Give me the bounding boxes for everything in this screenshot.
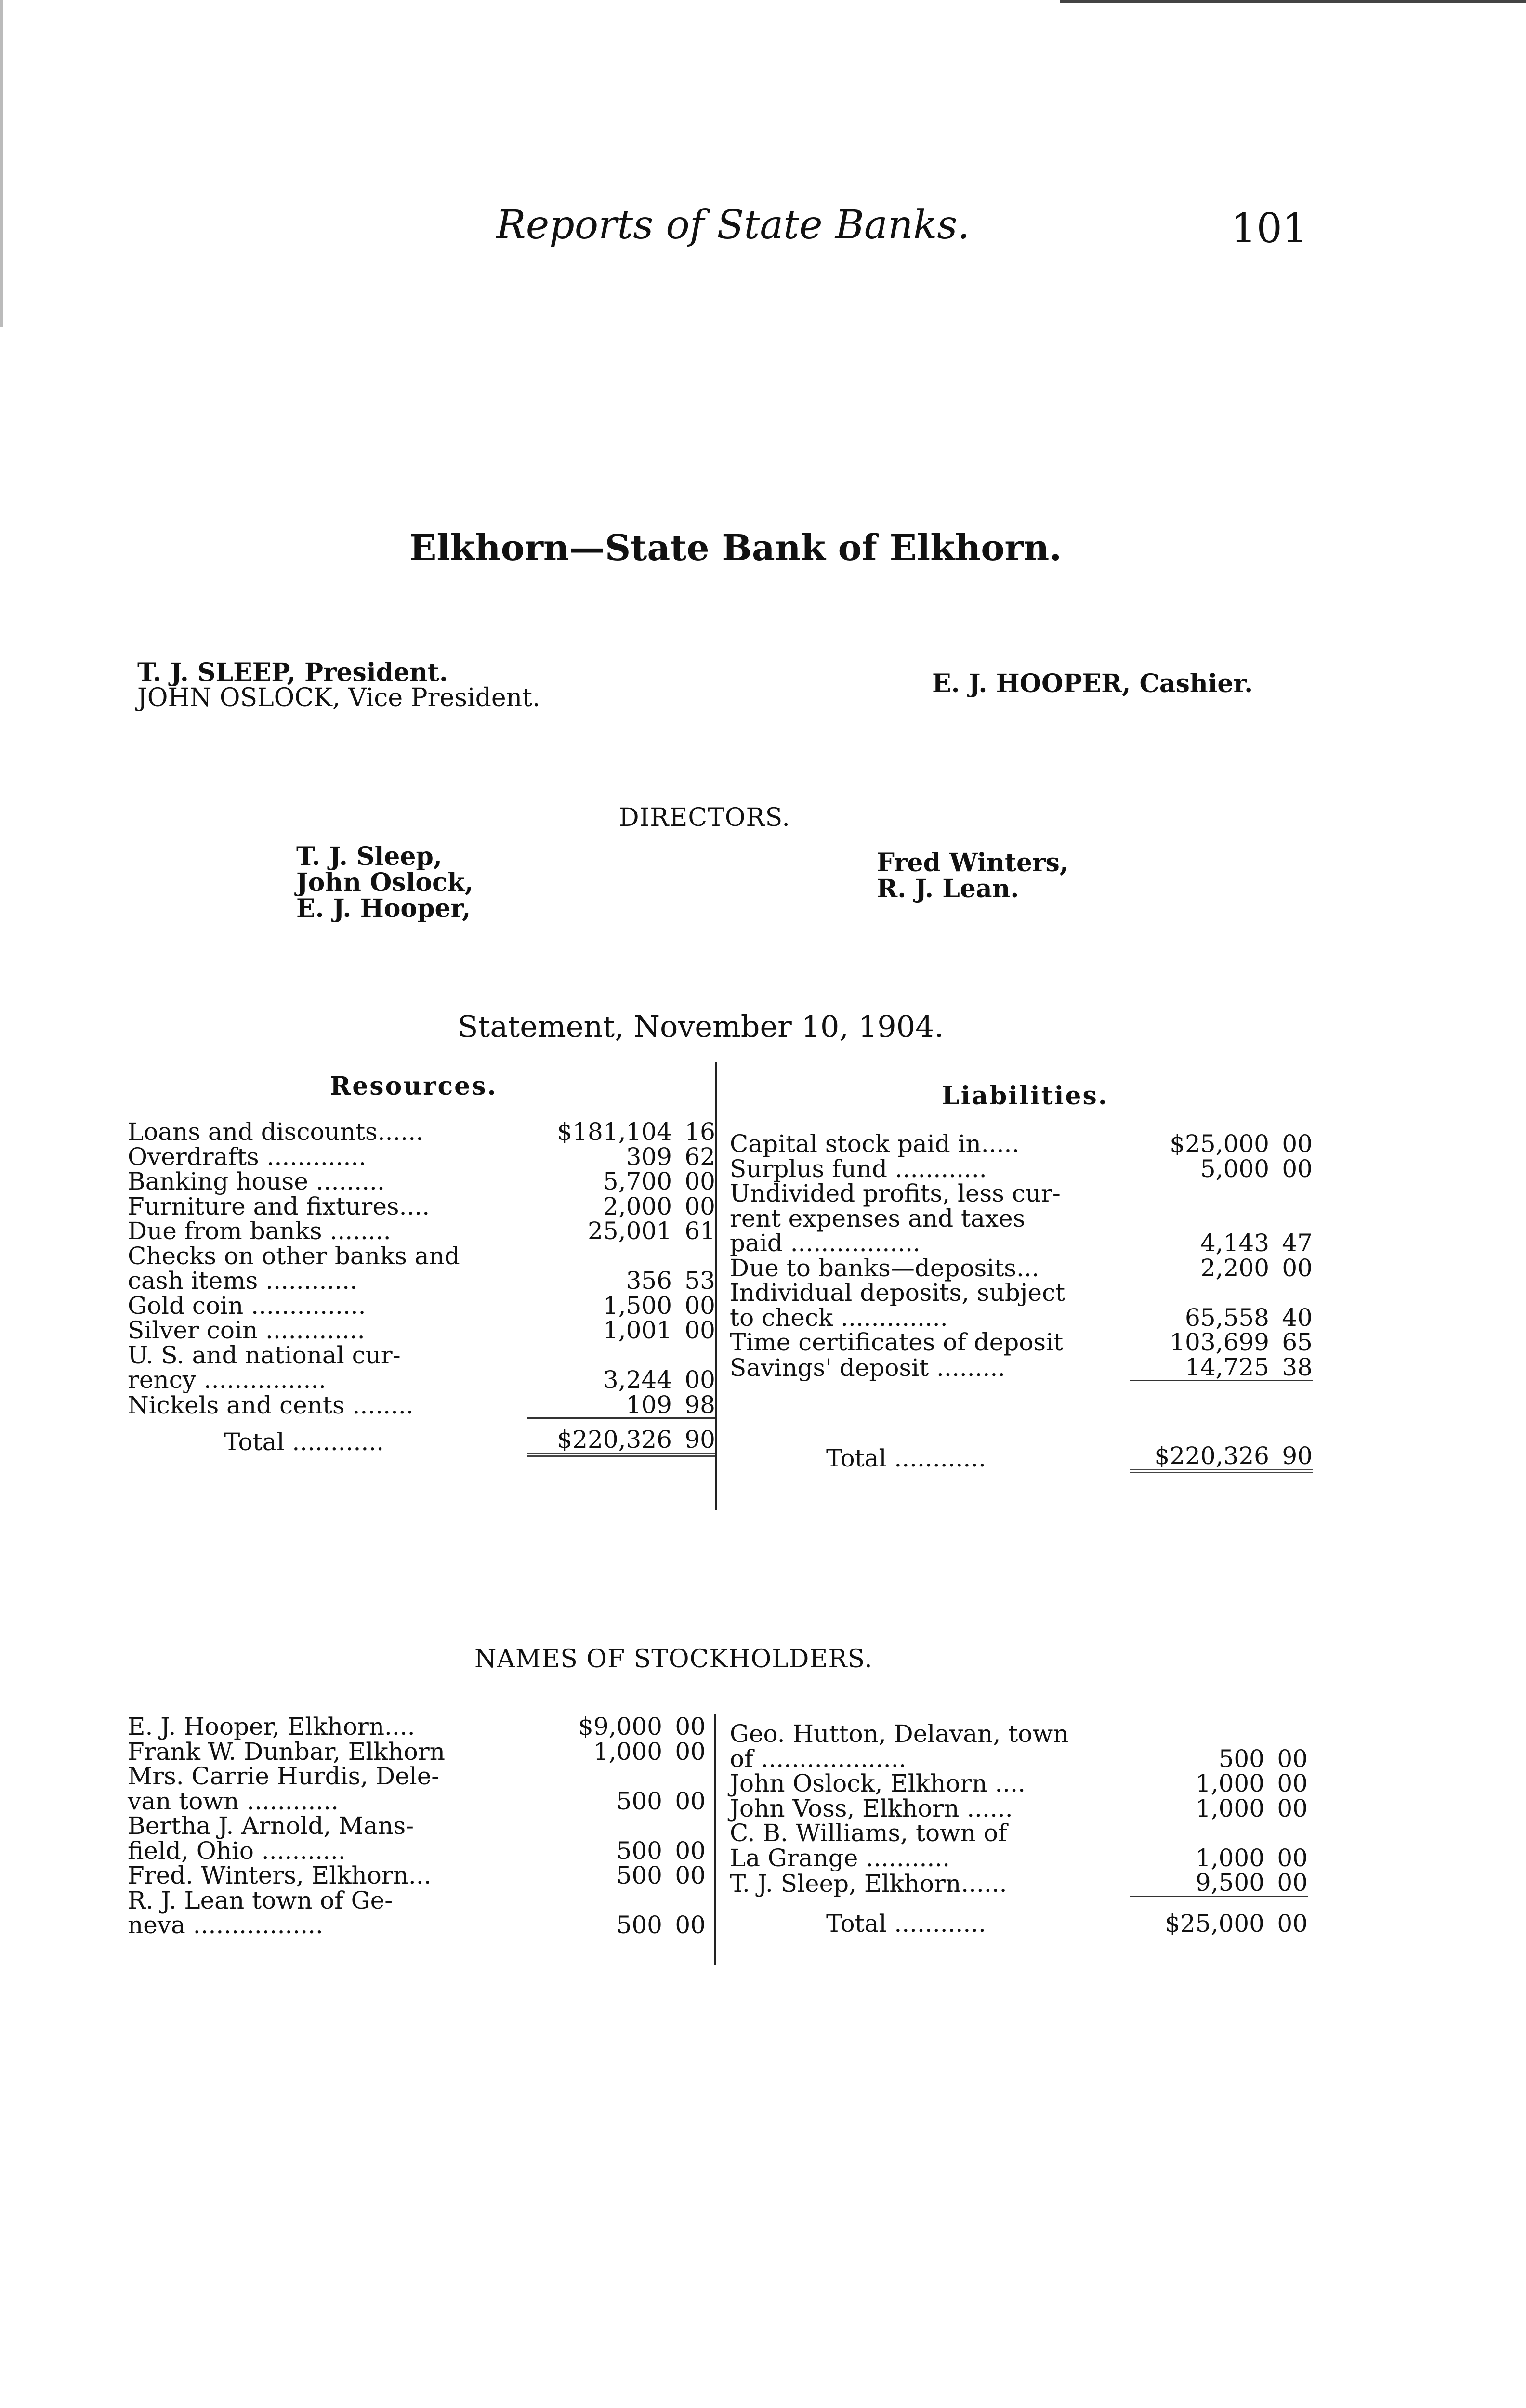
table-row: Frank W. Dunbar, Elkhorn 1,000 00 <box>128 1737 706 1766</box>
table-row: Checks on other banks and <box>128 1242 460 1270</box>
table-row: of ................... 500 00 <box>730 1744 1308 1773</box>
director-name: John Oslock, <box>296 868 474 897</box>
total-row <box>128 1418 715 1455</box>
table-row: Silver coin ............. 1,001 00 <box>128 1316 715 1344</box>
table-row: Savings' deposit ......... 14,725 38 <box>730 1353 1313 1382</box>
officer-president: T. J. SLEEP, President. <box>137 658 448 687</box>
liabilities-heading: Liabilities. <box>942 1081 1108 1111</box>
table-row: Nickels and cents ........ 109 98 <box>128 1390 715 1419</box>
table-row: Individual deposits, subject <box>730 1279 1066 1307</box>
table-row: Loans and discounts...... $181,104 16 <box>128 1118 715 1146</box>
table-row: Time certificates of deposit 103,699 65 <box>730 1328 1313 1356</box>
total-cents: 90 <box>672 1418 715 1455</box>
table-row: Geo. Hutton, Delavan, town <box>730 1720 1069 1748</box>
table-row: neva ................. 500 00 <box>128 1911 706 1939</box>
table-row: cash items ............ 356 53 <box>128 1267 715 1295</box>
table-row: Gold coin ............... 1,500 00 <box>128 1291 715 1320</box>
total-label: Total ............ <box>826 1444 987 1472</box>
table-row: Capital stock paid in..... $25,000 00 <box>730 1130 1313 1158</box>
total-dollars: $220,326 <box>527 1418 672 1455</box>
table-row: Bertha J. Arnold, Mans- <box>128 1812 414 1840</box>
resources-heading: Resources. <box>330 1072 498 1101</box>
table-row: C. B. Williams, town of <box>730 1819 1007 1847</box>
table-row: Fred. Winters, Elkhorn... 500 00 <box>128 1861 706 1889</box>
total-row <box>730 1896 1308 1936</box>
table-row: Overdrafts ............. 309 62 <box>128 1142 715 1171</box>
table-row: Due to banks—deposits... 2,200 00 <box>730 1254 1313 1282</box>
table-row: John Oslock, Elkhorn .... 1,000 00 <box>730 1769 1308 1797</box>
statement-title: Statement, November 10, 1904. <box>458 1009 944 1044</box>
total-label: Total ............ <box>224 1427 384 1456</box>
scan-edge-mark <box>0 0 3 327</box>
table-row: Mrs. Carrie Hurdis, Dele- <box>128 1762 440 1790</box>
table-row: T. J. Sleep, Elkhorn...... 9,500 00 <box>730 1869 1308 1898</box>
officer-cashier: E. J. HOOPER, Cashier. <box>932 669 1253 698</box>
stockholders-left-table <box>128 1714 706 1938</box>
director-name: E. J. Hooper, <box>296 894 471 923</box>
table-row: Due from banks ........ 25,001 61 <box>128 1217 715 1245</box>
table-row: van town ............ 500 00 <box>128 1787 706 1815</box>
table-row: E. J. Hooper, Elkhorn.... $9,000 00 <box>128 1713 706 1741</box>
table-row: Surplus fund ............ 5,000 00 <box>730 1154 1313 1183</box>
table-row: rent expenses and taxes <box>730 1204 1026 1232</box>
scan-top-rule <box>1060 0 1526 3</box>
resources-table <box>128 1120 715 1457</box>
director-name: R. J. Lean. <box>877 874 1019 903</box>
officer-vice-president: JOHN OSLOCK, Vice President. <box>137 683 540 712</box>
liabilities-table <box>730 1132 1313 1473</box>
total-label: Total ............ <box>826 1909 987 1937</box>
bank-title: Elkhorn—State Bank of Elkhorn. <box>409 527 1062 569</box>
column-divider <box>715 1062 717 1510</box>
table-row: Banking house ......... 5,700 00 <box>128 1167 715 1195</box>
director-name: Fred Winters, <box>877 848 1068 877</box>
table-row: Furniture and fixtures.... 2,000 00 <box>128 1192 715 1220</box>
stockholders-heading: NAMES OF STOCKHOLDERS. <box>474 1645 873 1674</box>
director-name: T. J. Sleep, <box>296 842 442 871</box>
table-row: R. J. Lean town of Ge- <box>128 1886 393 1914</box>
total-dollars: $220,326 <box>1130 1381 1269 1471</box>
total-cents: 00 <box>1264 1896 1308 1936</box>
table-row: U. S. and national cur- <box>128 1341 401 1369</box>
stockholders-right-table <box>730 1722 1308 1936</box>
directors-heading: DIRECTORS. <box>619 803 790 832</box>
table-row: paid ................. 4,143 47 <box>730 1229 1313 1257</box>
page-number: 101 <box>1231 205 1308 252</box>
table-row: to check .............. 65,558 40 <box>730 1303 1313 1332</box>
running-header-title: Reports of State Banks. <box>496 202 970 248</box>
table-row: field, Ohio ........... 500 00 <box>128 1836 706 1865</box>
total-cents: 90 <box>1269 1381 1313 1471</box>
table-row: rency ................ 3,244 00 <box>128 1366 715 1394</box>
column-divider <box>714 1714 716 1965</box>
table-row: Undivided profits, less cur- <box>730 1179 1061 1207</box>
total-dollars: $25,000 <box>1130 1896 1264 1936</box>
table-row: John Voss, Elkhorn ...... 1,000 00 <box>730 1794 1308 1822</box>
table-row: La Grange ........... 1,000 00 <box>730 1844 1308 1872</box>
total-row <box>730 1381 1313 1471</box>
